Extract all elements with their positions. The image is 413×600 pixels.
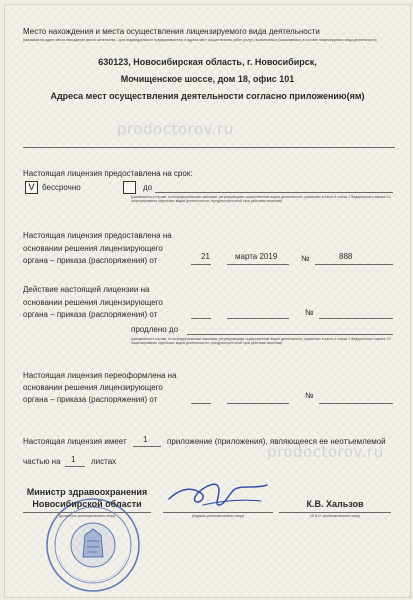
granted-day: 21 xyxy=(201,252,210,261)
signature-caption: (подпись уполномоченного лица) xyxy=(191,514,245,518)
annex-part-prefix: частью на xyxy=(23,457,61,466)
annex-suffix: приложение (приложения), являющееся ее неотъемлемой xyxy=(167,437,386,446)
position-caption: (должность уполномоченного лица) xyxy=(58,514,116,518)
extended-note: (указывается в случае, если федеральными законами, регулирующими осуществление видов деятельности, указанных в части 4 статьи 1 Федерального закона «О лицензировании отдельных видов деятельности», предусмотрен иной срок действия лицензии) xyxy=(131,337,391,346)
signer-position-line-1: Министр здравоохранения xyxy=(26,487,148,497)
annex-sheets-label: листах xyxy=(91,457,117,466)
location-note: (указываются адрес места нахождения (место жительства – для индивидуального предпринимателя) и адреса мест осуществления работ (услуг), выполняемых (оказываемых) в составе лицензируемого вида деятельности) xyxy=(23,38,377,42)
extended-number-label: № xyxy=(305,308,314,317)
seal-stamp xyxy=(43,495,143,595)
indefinite-checkbox[interactable]: V xyxy=(25,181,38,194)
granted-line-2: основании решения лицензирующего xyxy=(23,244,163,253)
until-label: до xyxy=(143,183,153,192)
handwritten-signature xyxy=(163,475,273,515)
term-label: Настоящая лицензия предоставлена на срок: xyxy=(23,169,193,178)
extended-line-3: органа – приказа (распоряжения) от xyxy=(23,310,158,319)
annex-sheets: 1 xyxy=(71,455,76,464)
location-title: Место нахождения и места осуществления лицензируемого вида деятельности xyxy=(23,27,320,36)
granted-line-1: Настоящая лицензия предоставлена на xyxy=(23,231,172,240)
extended-line-1: Действие настоящей лицензии на xyxy=(23,285,150,294)
granted-number: 888 xyxy=(339,252,353,261)
reissued-number-label: № xyxy=(305,391,314,400)
granted-month-year: марта 2019 xyxy=(235,252,278,261)
license-page xyxy=(4,4,411,598)
until-checkbox[interactable] xyxy=(123,181,136,194)
term-note: (указывается в случае, если федеральными законами, регулирующими осуществление видов деятельности, указанных в части 4 статьи 1 Федерального закона «О лицензировании отдельных видов деятельности», предусмотрен иной срок действия лицензии) xyxy=(131,195,391,204)
indefinite-label: бессрочно xyxy=(42,183,81,192)
reissued-line-3: органа – приказа (распоряжения) от xyxy=(23,395,158,404)
extended-until-label: продлено до xyxy=(131,325,179,334)
signer-position-line-2: Новосибирской области xyxy=(32,499,142,509)
name-caption: (Ф.И.О. уполномоченного лица) xyxy=(310,514,360,518)
extended-line-2: основании решения лицензирующего xyxy=(23,298,163,307)
granted-line-3: органа – приказа (распоряжения) от xyxy=(23,256,158,265)
watermark: prodoctorov.ru xyxy=(267,443,384,461)
granted-number-label: № xyxy=(301,254,310,263)
reissued-line-1: Настоящая лицензия переоформлена на xyxy=(23,371,177,380)
address-line-2: Мочищенское шоссе, дом 18, офис 101 xyxy=(120,74,295,84)
watermark: prodoctorov.ru xyxy=(117,120,234,138)
annex-prefix: Настоящая лицензия имеет xyxy=(23,437,127,446)
signer-name: К.В. Хальзов xyxy=(306,499,364,509)
address-line-1: 630123, Новосибирская область, г. Новосибирск, xyxy=(98,57,317,67)
reissued-line-2: основании решения лицензирующего xyxy=(23,383,163,392)
address-line-3: Адреса мест осуществления деятельности согласно приложению(ям) xyxy=(50,91,365,101)
annex-count: 1 xyxy=(143,435,148,444)
